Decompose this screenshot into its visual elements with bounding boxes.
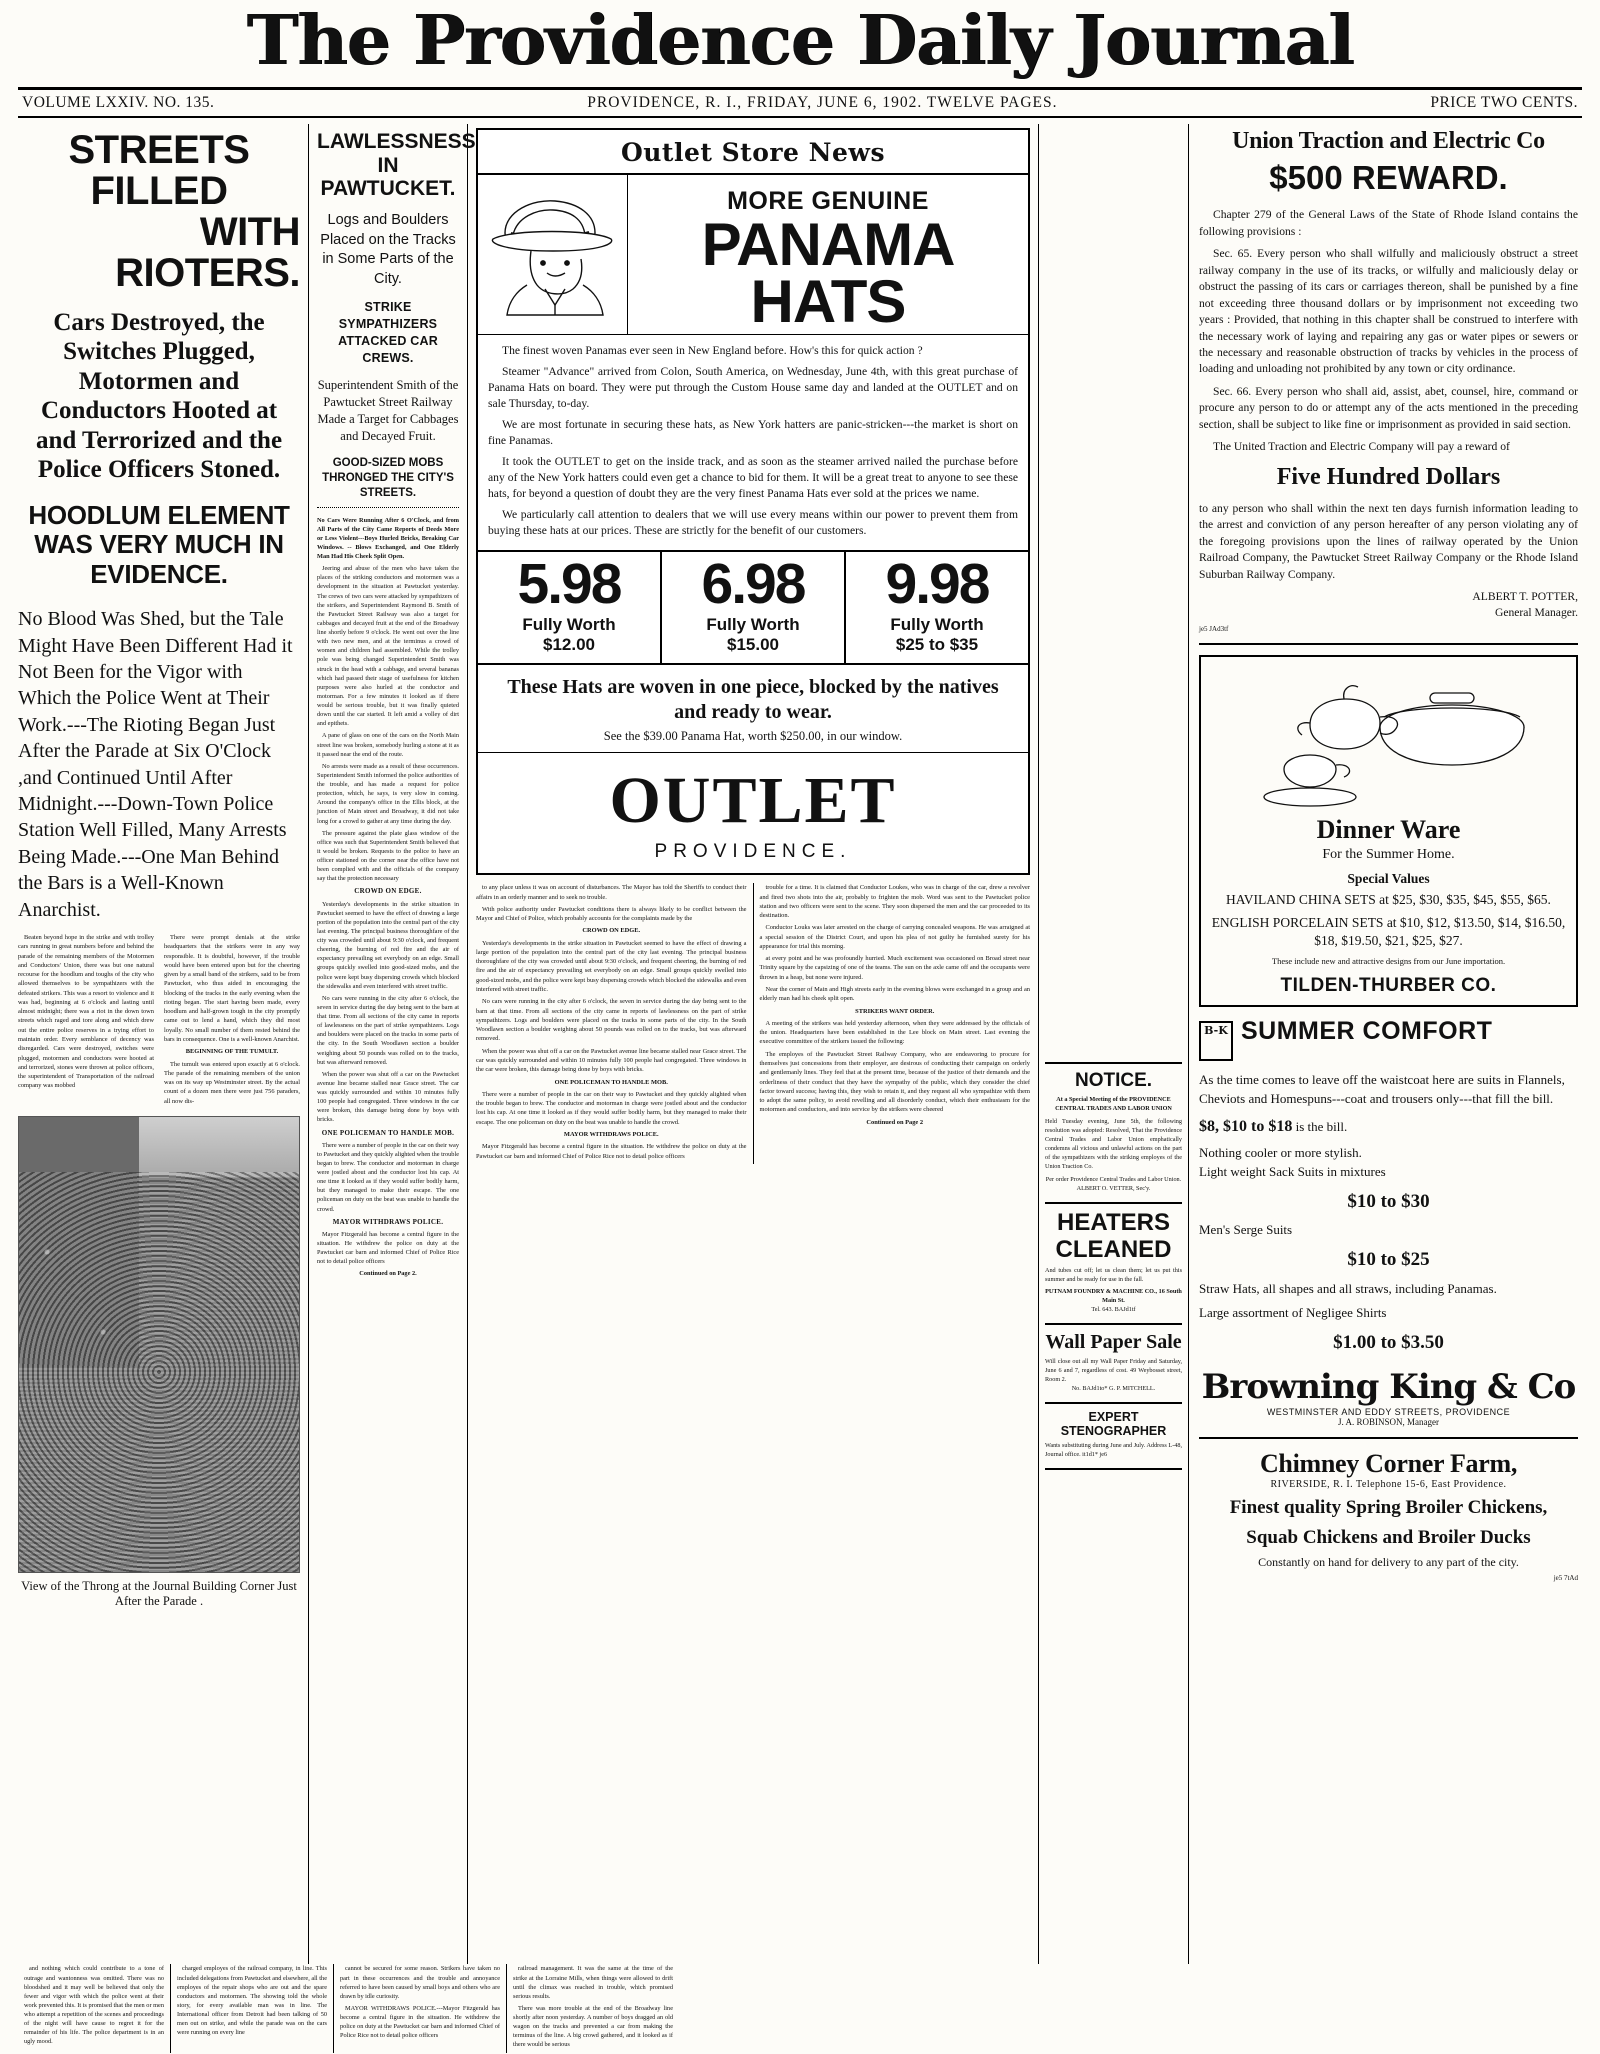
masthead (0, 0, 1600, 81)
union-traction-amount: Five Hundred Dollars (1276, 463, 1501, 490)
trouble-1: to any place unless it was on account of disturbances. The Mayor has told the Sheriffs to conduct their affairs in an orderly manner and to seek no trouble. (476, 884, 747, 901)
browning-king-manager: J. A. ROBINSON, Manager (1338, 1416, 1439, 1427)
pawtucket-deck-5: No Cars Were Running After 6 O'Clock, and from All Parts of the City Came Reports of Deeds More or Less Violent---Boys Hurled Bricks, Breaking Car Windows. -- Blows Exchanged, and One Elderly Man Had His Cheek Split Open. (317, 516, 459, 560)
pawtucket-body-3: No arrests were made as a result of these occurrences. Superintendent Smith informed the police authorities of the trouble, and has made a request for police protection, which, he says, is very slow in coming. Around the company's office in the Ellis block, at the junction of Main street and Broadway, it did not take long for a crowd to gather at any time during the day. (317, 762, 459, 825)
outlet-ad[interactable] (476, 128, 1030, 875)
lead-summary: No Blood Was Shed, but the Tale Might Have Been Different Had it Not Been for the Vigor with Which the Police Went at Their Work.---The Rioting Began Just After the Parade at Six O'Clock ,and Continued Until After Midnight.---Down-Town Police Station Well Filled, Many Arrests Being Made.---One Man Behind the Bars is a Well-Known Anarchist. (18, 608, 293, 921)
heaters-telephone: Tel. 643. BAJd1tf (1091, 1305, 1136, 1313)
wallpaper-body: Will close out all my Wall Paper Friday and Saturday, June 6 and 7, regardless of cost. 49 Weybosset street, Room 2. (1045, 1357, 1182, 1383)
price-cell-1 (478, 552, 660, 663)
lead-body (18, 933, 300, 1106)
bottom-col-3 (333, 1964, 506, 2052)
bk-price-1: $8, $10 to $18 (1199, 1117, 1293, 1135)
column-lead-story (18, 124, 308, 1964)
pawtucket-crowd-1: Yesterday's developments in the strike situation in Pawtucket seemed to have the effect of drawing a large portion of the population into the central part of the city last evening. The principal business thoroughfare of the city was crowded until about 9:30 o'clock, and frequent cheering, the burning of red fire and the air of expectancy prevailing set everybody on an edge. Small groups quickly swelled into good-sized mobs, and the police were kept busy dispersing crowds which blocked the sidewalks and even interfered with street traffic. (317, 900, 459, 990)
dateline: PROVIDENCE, R. I., FRIDAY, JUNE 6, 1902. TWELVE PAGES. (587, 94, 1058, 112)
union-traction-ad[interactable] (1199, 128, 1578, 645)
pawtucket-continued: Continued on Page 2. (359, 1270, 417, 1278)
outlet-panama: PANAMA (701, 211, 955, 279)
price: PRICE TWO CENTS. (1430, 94, 1578, 112)
price-1-amount: 5.98 (517, 552, 621, 617)
one-policeman-body: There were a number of people in the car on their way to Pawtucket and they quickly alighted when the trouble began to brew. The conductor and motorman in charge were jostled about and the conductor lost his cap. At one time it looked as if they would suffer bodily harm, but they managed to make their escape. The one policeman on duty on the beat was unable to handle the crowd. (476, 1090, 747, 1126)
lead-subhead: HOODLUM ELEMENT WAS VERY MUCH IN EVIDENCE. (28, 499, 290, 590)
bk-body-1: As the time comes to leave off the waistcoat here are suits in Flannels, Cheviots and Homespuns---coat and trousers only---that fill the bill. (1199, 1072, 1565, 1106)
trouble-6: Near the corner of Main and High streets early in the evening blows were exchanged in a group and an elderly man had his cheek split open. (759, 986, 1030, 1003)
bk-price-4: $1.00 to $3.50 (1333, 1332, 1444, 1354)
trouble-2: With police authority under Pawtucket conditions there is always likely to be conflict between the Mayor and Chief of Police, which probably accounts for the complaints made by the (476, 905, 747, 923)
crowd-edge-body: Yesterday's developments in the strike situation in Pawtucket seemed to have the effect of drawing a large portion of the population into the central part of the city last evening. The principal business thoroughfare of the city was crowded until about 9:30 o'clock, and frequent cheering, the burning of red fire and the air of expectancy prevailing set everybody on an edge. Small groups quickly swelled into good-sized mobs, and the police were kept busy dispersing crowds which blocked the sidewalks and even interfered with street traffic. (476, 939, 747, 994)
masthead-rule-2 (18, 116, 1582, 118)
dinner-ware-store: TILDEN-THURBER CO. (1280, 975, 1497, 997)
bk-body-5: Straw Hats, all shapes and all straws, including Panamas. (1199, 1280, 1497, 1296)
heaters-headline: HEATERS CLEANED (1055, 1209, 1172, 1263)
bottom-continuation-strip (18, 1964, 1582, 2052)
heaters-company: PUTNAM FOUNDRY & MACHINE CO., 16 South Main St. (1045, 1287, 1182, 1304)
ut-sig-name: ALBERT T. POTTER, (1472, 590, 1578, 603)
bk-body-2: Nothing cooler or more stylish. (1199, 1145, 1362, 1161)
bottom-text-4b: There was more trouble at the end of the Broadway line shortly after noon yesterday. A number of boys dragged an old wagon on the tracks and prevented a car from making the terminus of the line. A big crowd gathered, and it looked as if there would be serious (513, 2004, 673, 2049)
wallpaper-signature: No. BAJd1to* G. P. MITCHELL. (1071, 1384, 1156, 1392)
wallpaper-divider (1045, 1323, 1182, 1325)
notice-subhead: At a Special Meeting of the PROVIDENCE CENTRAL TRADES AND LABOR UNION (1055, 1096, 1172, 1113)
pawtucket-crowd-3: When the power was shut off a car on the Pawtucket avenue line became stalled near Grace street. The car was quickly surrounded and within 10 minutes fully 100 people had congregated. Three windows in the car were broken, this damage being done by boys with bricks. (317, 1070, 459, 1124)
masthead-info-bar (22, 94, 1578, 112)
outlet-city: PROVIDENCE. (654, 841, 852, 863)
bk-body-6: Large assortment of Negligee Shirts (1199, 1305, 1387, 1321)
pawtucket-deck-1: Logs and Boulders Placed on the Tracks in Some Parts of the City. (320, 211, 456, 287)
price-2-amount: 6.98 (701, 552, 805, 617)
newspaper-title: The Providence Daily Journal (246, 1, 1354, 81)
outlet-more-genuine: MORE GENUINE (727, 187, 929, 216)
price-1-fully-worth-label: Fully Worth (522, 615, 616, 635)
stenographer-body: Wants substituting during June and July. Address L-48, Journal office. it1d1* je6 (1045, 1441, 1182, 1458)
dinner-ware-haviland: HAVILAND CHINA SETS at $25, $30, $35, $45, $55, $65. (1226, 892, 1551, 908)
pawtucket-crowd-2: No cars were running in the city after 6 o'clock, the seven in service during the day being sent to the barn at that time. From all sections of the city came in reports of lawlessness on the part of strike sympathizers. Logs and boulders were placed on the tracks in some parts of the city. In the South Woodlawn section a boulder weighing about 50 pounds was rolled on to the tracks, but was afterward removed. (317, 994, 459, 1066)
price-cell-2 (660, 552, 844, 663)
chimney-foot: Constantly on hand for delivery to any part of the city. (1258, 1555, 1519, 1570)
outlet-ad-copy (478, 335, 1028, 550)
heaters-divider (1045, 1202, 1182, 1204)
crowd-edge-body-3: When the power was shut off a car on the Pawtucket avenue line became stalled near Grace street. The car was quickly surrounded and within 10 minutes fully 100 people had congregated. Three windows in the car were broken, this damage being done by boys with bricks. (476, 1047, 747, 1074)
stenographer-headline: EXPERT STENOGRAPHER (1060, 1409, 1167, 1438)
dinner-ware-note: These include new and attractive designs from our June importation. (1271, 956, 1506, 967)
outlet-copy-5: We particularly call attention to dealers that we will use every means within our power to prevent them from buying these hats at our prices. These are strictly for the benefit of our customers. (488, 508, 1018, 538)
price-cell-3 (844, 552, 1028, 663)
chimney-code: je5 7tAd (1553, 1574, 1578, 1583)
bk-price-3: $10 to $25 (1347, 1249, 1430, 1271)
union-traction-body (1199, 207, 1578, 455)
browning-king-logo: Browning King & Co (1201, 1366, 1576, 1407)
union-traction-reward-title: $500 REWARD. (1269, 159, 1508, 197)
bottom-text-4: railroad management. It was the same at the time of the strike at the Lorraine Mills, when things were allowed to drift until the climax was reached in trouble, which promised serious results. (513, 1965, 673, 2000)
heaters-body: And tubes cut off; let us clean them; let us put this summer and be ready for use in the fall. (1045, 1267, 1182, 1283)
photo-caption: View of the Throng at the Journal Building Corner Just After the Parade . (21, 1579, 297, 1608)
lead-deck: Cars Destroyed, the Switches Plugged, Motormen and Conductors Hooted at and Terrorized and the Police Officers Stoned. (35, 308, 283, 484)
subhead-strikers-want-order: STRIKERS WANT ORDER. (855, 1007, 935, 1015)
pawtucket-subhead-crowd: CROWD ON EDGE. (354, 887, 422, 896)
outlet-copy-4: It took the OUTLET to get on the inside track, and as soon as the steamer arrived nailed the purchase before any of the New York hatters could even get a chance to bid for them. It will be a great treat to anyone to see these hats, for beyond a question of doubt they are the very finest Panama Hats ever sold at the prices we name. (488, 455, 1018, 501)
outlet-col-continuation-right (753, 883, 1031, 1164)
chimney-title: Chimney Corner Farm, (1259, 1448, 1518, 1478)
outlet-price-row (478, 550, 1028, 665)
stenographer-bottom-divider (1045, 1468, 1182, 1470)
notice-divider (1045, 1062, 1182, 1064)
bottom-text-1: and nothing which could contribute to a tone of outrage and wantonness was omitted. There was no bloodshed and it may well be believed that only the fewer and vigor with which the police went at their work prevented this. It is promised that the men or men who attempt a repetition of the scenes and proceedings of the night will have cause to regret it for the remainder of his life. The police department is in an ugly mood. (24, 1965, 164, 2046)
ut-p1: Chapter 279 of the General Laws of the State of Rhode Island contains the following provisions : (1199, 208, 1578, 238)
pawtucket-subhead-policeman: ONE POLICEMAN TO HANDLE MOB. (321, 1128, 455, 1137)
column-pawtucket (308, 124, 476, 1964)
browning-king-monogram: B-K (1199, 1021, 1233, 1061)
ut-p3: Sec. 66. Every person who shall aid, assist, abet, counsel, hire, command or procure any person to do or attempt any of the acts mentioned in the preceding section, shall be subject to like fine or imprisonment as provided in said section. (1199, 384, 1578, 431)
bk-body-3: Light weight Sack Suits in mixtures (1199, 1163, 1386, 1179)
bottom-col-4 (506, 1964, 679, 2052)
pawtucket-body-2: A pane of glass on one of the cars on the North Main street line was broken, somebody hurling a stone at it as it passed near the end of the route. (317, 732, 459, 758)
chimney-line-1: Finest quality Spring Broiler Chickens, (1229, 1496, 1548, 1518)
ut-p5: to any person who shall within the next ten days furnish information leading to the arrest and conviction of any person hereafter of any person violating any of the foregoing provisions upon the lines of railway operated by the Union Railroad Company, the Pawtucket Street Railway Company or the Rhode Island Suburban Railway Company. (1199, 501, 1578, 581)
mayor-withdraws-body: Mayor Fitzgerald has become a central figure in the situation. He withdrew the police on duty at the Pawtucket car barn and informed Chief of Police Rice not to detail police officers (476, 1143, 747, 1160)
browning-king-address: WESTMINSTER AND EDDY STREETS, PROVIDENCE (1266, 1406, 1511, 1417)
pawtucket-deck-3: Superintendent Smith of the Pawtucket Street Railway Made a Target for Cabbages and Decayed Fruit. (317, 377, 459, 444)
photo-crowd (19, 1172, 299, 1572)
crowd-photo (18, 1116, 300, 1573)
strikers-body-1: A meeting of the strikers was held yesterday afternoon, when they were addressed by the officials of the union. Headquarters have been established in the Lee block on Main street. Last evening the executive committee of the strikers issued the following: (759, 1019, 1030, 1046)
union-traction-body-2 (1199, 501, 1578, 583)
pawtucket-deck-2: STRIKE SYMPATHIZERS ATTACKED CAR CREWS. (338, 300, 438, 365)
subhead-crowd-edge: CROWD ON EDGE. (582, 927, 641, 935)
union-traction-company: Union Traction and Electric Co (1232, 128, 1545, 155)
price-3-worth: $25 to $35 (895, 635, 979, 655)
price-3-fully-worth-label: Fully Worth (890, 615, 984, 635)
column-outlet-ad (468, 124, 1038, 1964)
pawtucket-body-4: The pressure against the plate glass window of the office was such that Superintendent Smith believed that it would be broken. Requests to the police to have an officer stationed on the corner near the office have not been complied with and the officials of the company say that the protection necessary (317, 829, 459, 883)
ut-sig-title: General Manager. (1494, 606, 1578, 620)
outlet-col-continuation-left (476, 883, 753, 1164)
dinner-ware-title: Dinner Ware (1316, 815, 1461, 845)
masthead-rule (18, 87, 1582, 90)
browning-king-ad[interactable] (1199, 1017, 1578, 1439)
ut-p2: Sec. 65. Every person who shall wilfully and maliciously obstruct a street railway company in the use of its tracks, or wilfully and maliciously delay or obstruct the passing of its cars or carriages thereon, shall be punished by a fine not exceeding three thousand dollars or by imprisonment not exceeding two years : Provided, that nothing in this chapter shall be construed to interfere with the necessary work of laying and repairing any gas or water pipes or sewers or the necessary and reasonable obstruction of tracks by vehicles in the process of loading and unloading not prohibited by any town or city ordinance. (1199, 247, 1578, 376)
outlet-hero-row (478, 175, 1028, 335)
pawtucket-body-1: Jeering and abuse of the men who have taken the places of the striking conductors and motormen was a development in the situation at Pawtucket yesterday. The crews of two cars were attacked by sympathizers of the strikers, and Superintendent Raymond B. Smith of the Pawtucket Street Railway was also a target for cabbages and decayed fruit at the end of the Broadway line shortly before 9 o'clock. He went out over the line with two new men, and at the terminus a crowd of women and children had assembled. While the trolley pole was being changed Superintendent Smith was struck in the head with a cabbage, and several bananas which had passed their stage of usefulness for kitchen purposes were also hurled at the conductor and motorman. For a few minutes it looked as if there would be serious trouble, but it was finally quieted down until the car started. It left amid a volley of dirt and epithets. (317, 565, 459, 728)
lead-body-b: There were prompt denials at the strike headquarters that the strikers were in any way responsible. It is doubtful, however, if the trouble would have been entered upon but for the cheering given by a small band of the strikers, said to be from Pawtucket, who thus aided in encouraging the blocking of the tracks in the early evening when the rioting began. The start having been made, every hoodlum and half-grown tough in the city promptly came out to lend a hand, which they did most loyally. No small number of them rested behind the bars in consequence. One is a well-known Anarchist. (164, 933, 300, 1044)
price-2-worth: $15.00 (727, 635, 779, 655)
lead-body-a: Beaten beyond hope in the strike and with trolley cars running in great numbers before and behind the parade of the remaining members of the Motormen and Conductors' Union, there was but one natural recourse for the hoodlum and toughs of the city who allowed themselves to be sympathizers with the defeated strikers. This was a resort to violence and it was had, beginning at 6 o'clock and lasting until almost midnight; there was a riot in the down town streets which raged and tore along and which drew out the entire police reserves in a trying effort to maintain order. Every semblance of decency was disregarded. Cars were destroyed, switches were plugged, motormen and conductors were hooted at and terrorized, stones were thrown at police officers, the superintendent of Transportation of the railroad company was mobbed (18, 933, 154, 1090)
outlet-copy-2: Steamer "Advance" arrived from Colon, South America, on Wednesday, June 4th, with this great purchase of Panama Hats on board. They were put through the Custom House same day and landed at the OUTLET and on sale Thursday, to-day. (488, 365, 1018, 411)
dinner-ware-porcelain: ENGLISH PORCELAIN SETS at $10, $12, $13.50, $14, $16.50, $18, $19.50, $21, $25, $27. (1211, 914, 1566, 948)
lead-headline-line2: WITH RIOTERS. (115, 209, 300, 295)
page-columns (18, 124, 1582, 1964)
outlet-hats: HATS (750, 268, 906, 336)
column-notices (1038, 124, 1188, 1964)
subhead-one-policeman: ONE POLICEMAN TO HANDLE MOB. (554, 1078, 668, 1086)
outlet-store-news-banner: Outlet Store News (478, 130, 1028, 175)
strikers-body-2: The employes of the Pawtucket Street Railway Company, who are endeavoring to procure for themselves just concessions from their employer, are desirous of conducting their campaign on orderly and gentlemanly lines. They feel that at the present time, because of the justice of their demands and the orderliness of their conduct that they have the sympathy of the public, which they consider the chief factor toward success; having this, they wish to retain it, and they request all who sympathize with them to adopt the same policy, to avoid revelling and all disorderly conduct, which their enthusiasm for the motormen and conductors, and into service by the strikers were cheered (759, 1050, 1030, 1114)
crowd-edge-body-2: No cars were running in the city after 6 o'clock, the seven in service during the day being sent to the barn at that time. From all sections of the city came in reports of lawlessness on the part of strike sympathizers. Logs and boulders were placed on the tracks in some parts of the city. In the South Woodlawn section a boulder weighing about 50 pounds was rolled on to the tracks, but was afterward removed. (476, 998, 747, 1043)
dinner-ware-ad[interactable] (1199, 655, 1578, 1007)
wallpaper-headline: Wall Paper Sale (1045, 1330, 1182, 1353)
bottom-text-3b: MAYOR WITHDRAWS POLICE.---Mayor Fitzgerald has become a central figure in the situation. He withdrew the police on duty at the Pawtucket car barn and informed Chief of Police Rice not to detail police officers (340, 2004, 500, 2040)
pawtucket-subhead-mayor: MAYOR WITHDRAWS POLICE. (332, 1217, 444, 1226)
price-3-amount: 9.98 (885, 552, 989, 617)
bottom-col-1 (18, 1964, 170, 2052)
notice-signature: Per order Providence Central Trades and Labor Union. ALBERT O. VETTER, Sec'y. (1045, 1176, 1182, 1193)
trouble-5: at every point and he was profoundly hurried. Much excitement was occasioned on Broad street near Trinity square by the capsizing of one of the teams. The sun on the axle came off and the occupants were thrown in a heap, but none were injured. (759, 955, 1030, 981)
dinner-ware-special-label: Special Values (1347, 871, 1430, 887)
pawtucket-deck-5-wrap (317, 516, 459, 1279)
outlet-copy-3: We are most fortunate in securing these hats, as New York hatters are panic-stricken---the market is short on fine Panamas. (488, 418, 1018, 448)
bottom-text-3: cannot be secured for some reason. Strikers have taken no part in these occurrences and the trouble and annoyance referred to have been caused by small boys and others who are drawn by idle curiosity. (340, 1965, 500, 2000)
lead-headline (18, 130, 300, 293)
bottom-col-2 (170, 1964, 333, 2052)
pawtucket-policeman-body: There were a number of people in the car on their way to Pawtucket and they quickly alighted when the trouble began to brew. The conductor and motorman in charge were jostled about and the conductor lost his cap. At one time it looked as if they would suffer bodily harm, but they managed to make their escape. The one policeman on duty on the beat was unable to handle the crowd. (317, 1141, 459, 1213)
subhead-mayor-withdraws: MAYOR WITHDRAWS POLICE. (563, 1130, 659, 1138)
notice-body: Held Tuesday evening, June 5th, the following resolution was adopted: Resolved, That the Providence Central Trades and Labor Union emphatically condemns all vicious and unlawful actions on the part of the sympathizers with the striking employes of the Union Traction Co. (1045, 1118, 1182, 1171)
bk-price-2: $10 to $30 (1347, 1190, 1430, 1212)
trouble-3: trouble for a time. It is claimed that Conductor Loukes, who was in charge of the car, drew a revolver and fired two shots into the air, probably to frighten the mob. Word was sent to the Pawtucket police station and two officers were sent to the scene. They soon dispersed the men and the car proceeded to its destination. (759, 884, 1030, 920)
stenographer-divider (1045, 1402, 1182, 1404)
bk-body-4: Men's Serge Suits (1199, 1222, 1293, 1238)
ut-ad-code: je5 JAd3tf (1199, 625, 1229, 634)
chimney-corner-farm-ad[interactable] (1199, 1449, 1578, 1593)
price-2-fully-worth-label: Fully Worth (706, 615, 800, 635)
column-display-ads (1188, 124, 1578, 1964)
dinnerware-illustration (1224, 665, 1554, 815)
outlet-logo: OUTLET (478, 752, 1028, 839)
trouble-4: Conductor Louks was later arrested on the charge of carrying concealed weapons. He was arraigned at a special session of the District Court, and upon his plea of not guilty he furnished surety for his appearance for trial this morning. (759, 924, 1030, 950)
browning-king-body (1199, 1071, 1578, 1357)
pawtucket-headline: LAWLESSNESS IN PAWTUCKET. (317, 130, 476, 201)
volume-number: VOLUME LXXIV. NO. 135. (22, 94, 215, 112)
bk-price-1-tail: is the bill. (1292, 1118, 1348, 1134)
chimney-line-2: Squab Chickens and Broiler Ducks (1246, 1526, 1531, 1548)
pawtucket-deck-4: GOOD-SIZED MOBS THRONGED THE CITY'S STREETS. (322, 456, 454, 499)
ut-p4: The United Traction and Electric Company will pay a reward of (1213, 440, 1510, 454)
lead-headline-line1: STREETS FILLED (68, 128, 250, 214)
outlet-copy-1: The finest woven Panamas ever seen in New England before. How's this for quick action ? (502, 344, 923, 358)
bottom-text-2: charged employes of the railroad company, in line. This included delegations from Pawtucket and elsewhere, all the employes of the repair shops who are out and the spare conductors and motormen. The showing told the whole story, for every available man was in line. The International officer from Detroit had been talking of 50 men out on strike, and while the parade was on the cars were running on every line (177, 1965, 327, 2037)
column4-continued: Continued on Page 2 (866, 1118, 924, 1126)
lead-body-c: The tumult was entered upon exactly at 6 o'clock. The parade of the remaining members of the union was on its way up Westminster street. By the actual count of a dozen men there were just 756 paraders, all now dis- (164, 1060, 300, 1105)
notice-headline: NOTICE. (1074, 1070, 1153, 1092)
divider-dots (317, 507, 459, 508)
outlet-window-note: See the $39.00 Panama Hat, worth $250.00, in our window. (603, 729, 903, 744)
price-1-worth: $12.00 (543, 635, 595, 655)
outlet-woven-claim: These Hats are woven in one piece, blocked by the natives and ready to wear. (507, 676, 999, 724)
dinner-ware-subtitle: For the Summer Home. (1322, 847, 1455, 863)
chimney-subtitle: RIVERSIDE, R. I. Telephone 15-6, East Providence. (1270, 1478, 1507, 1490)
union-traction-signature (1199, 589, 1578, 621)
pawtucket-mayor-body: Mayor Fitzgerald has become a central figure in the situation. He withdrew the police on duty at the Pawtucket car barn and informed Chief of Police Rice not to detail police officers (317, 1230, 459, 1266)
lead-subhead-tumult: BEGINNING OF THE TUMULT. (185, 1048, 279, 1056)
browning-king-title: SUMMER COMFORT (1241, 1017, 1493, 1046)
outlet-hero-text (628, 175, 1028, 334)
panama-hat-illustration (478, 175, 628, 334)
